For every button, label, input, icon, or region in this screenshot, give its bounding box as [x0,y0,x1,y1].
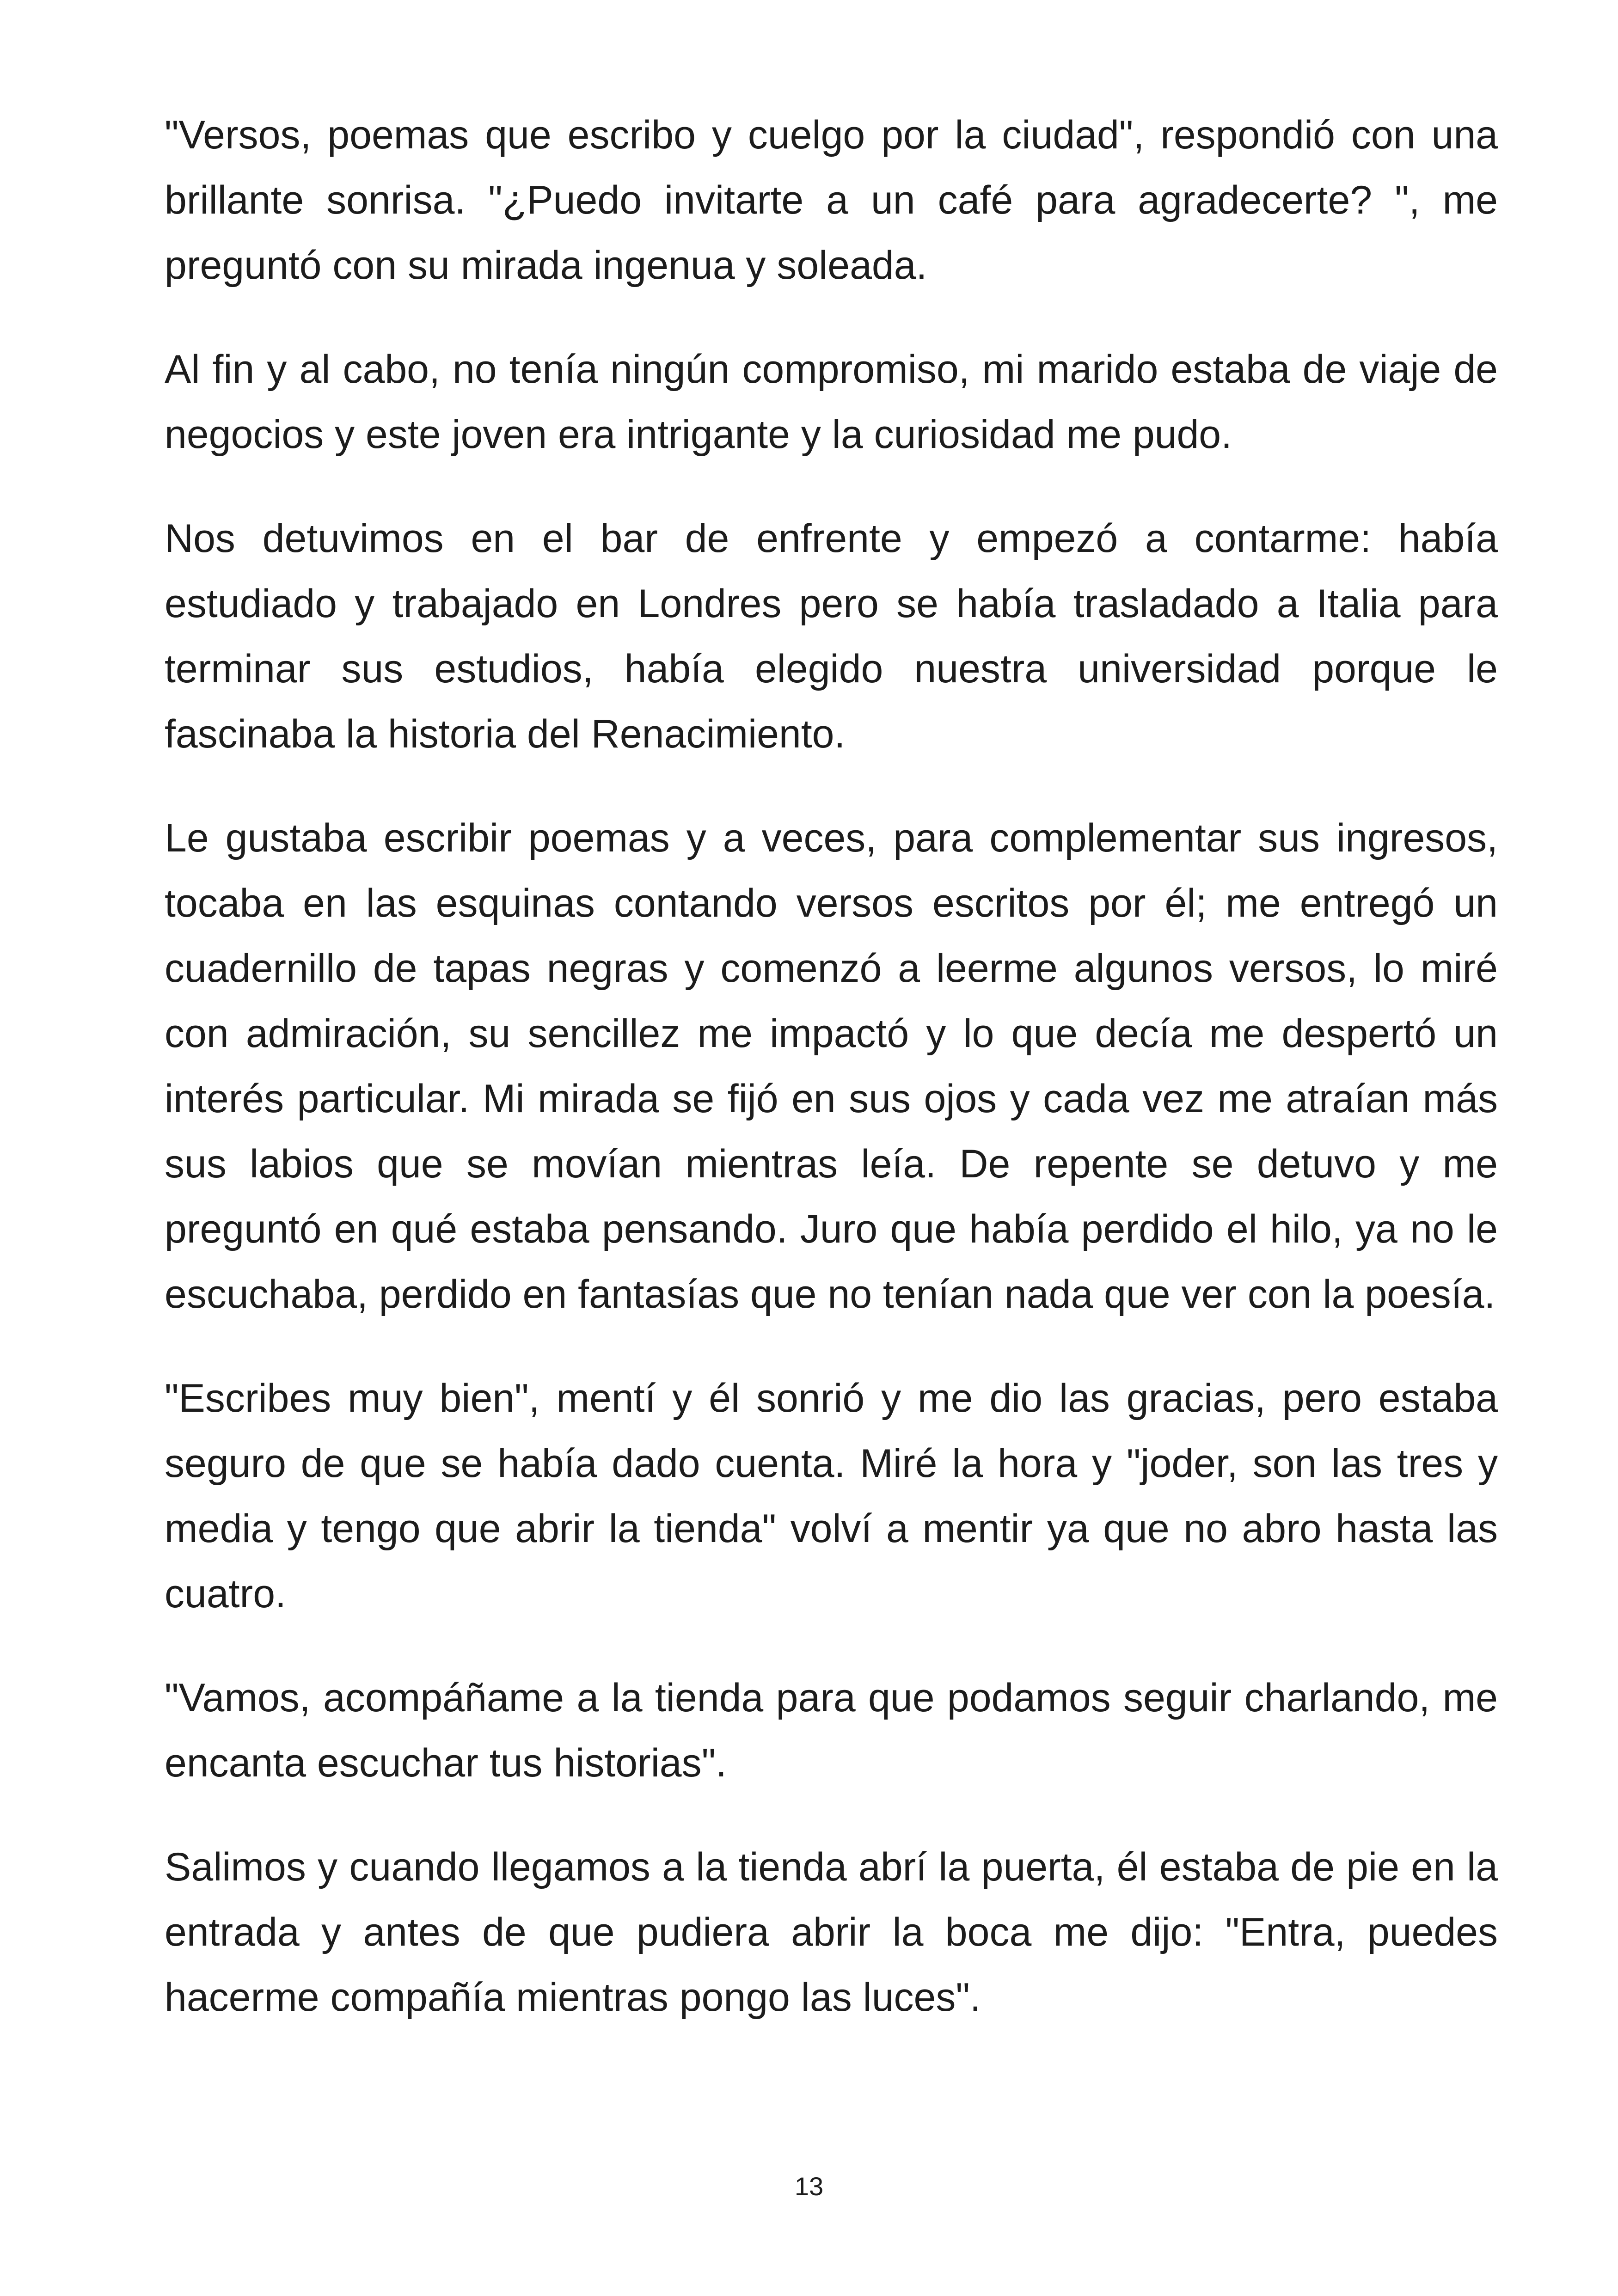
page-number: 13 [794,2172,824,2201]
paragraph-4: Le gustaba escribir poemas y a veces, para complementar sus ingresos, tocaba en las esquinas contando versos escritos por él; me entregó un cuadernillo de tapas negras y comenzó a leerme algunos versos, lo miré con admiración, su sencillez me impactó y lo que decía me despertó un interés particular. Mi mirada se fijó en sus ojos y cada vez me atraían más sus labios que se movían mientras leía. De repente se detuvo y me preguntó en qué estaba pensando. Juro que había perdido el hilo, ya no le escuchaba, perdido en fantasías que no tenían nada que ver con la poesía. [165,816,1498,1316]
paragraph-1: "Versos, poemas que escribo y cuelgo por la ciudad", respondió con una brillante sonrisa. "¿Puedo invitarte a un café para agradecerte? ", me preguntó con su mirada ingenua y soleada. [165,113,1498,288]
paragraph-2: Al fin y al cabo, no tenía ningún compromiso, mi marido estaba de viaje de negocios y este joven era intrigante y la curiosidad me pudo. [165,347,1498,457]
paragraph-5: "Escribes muy bien", mentí y él sonrió y me dio las gracias, pero estaba seguro de que se había dado cuenta. Miré la hora y "joder, son las tres y media y tengo que abrir la tienda" volví a mentir ya que no abro hasta las cuatro. [165,1376,1498,1616]
paragraph-3: Nos detuvimos en el bar de enfrente y empezó a contarme: había estudiado y trabajado en Londres pero se había trasladado a Italia para terminar sus estudios, había elegido nuestra universidad porque le fascinaba la historia del Renacimiento. [165,516,1498,756]
paragraph-6: "Vamos, acompáñame a la tienda para que podamos seguir charlando, me encanta escuchar tus historias". [165,1676,1498,1785]
paragraph-7: Salimos y cuando llegamos a la tienda abrí la puerta, él estaba de pie en la entrada y antes de que pudiera abrir la boca me dijo: "Entra, puedes hacerme compañía mientras pongo las luces". [165,1845,1498,2020]
body-text [165,103,1498,2030]
